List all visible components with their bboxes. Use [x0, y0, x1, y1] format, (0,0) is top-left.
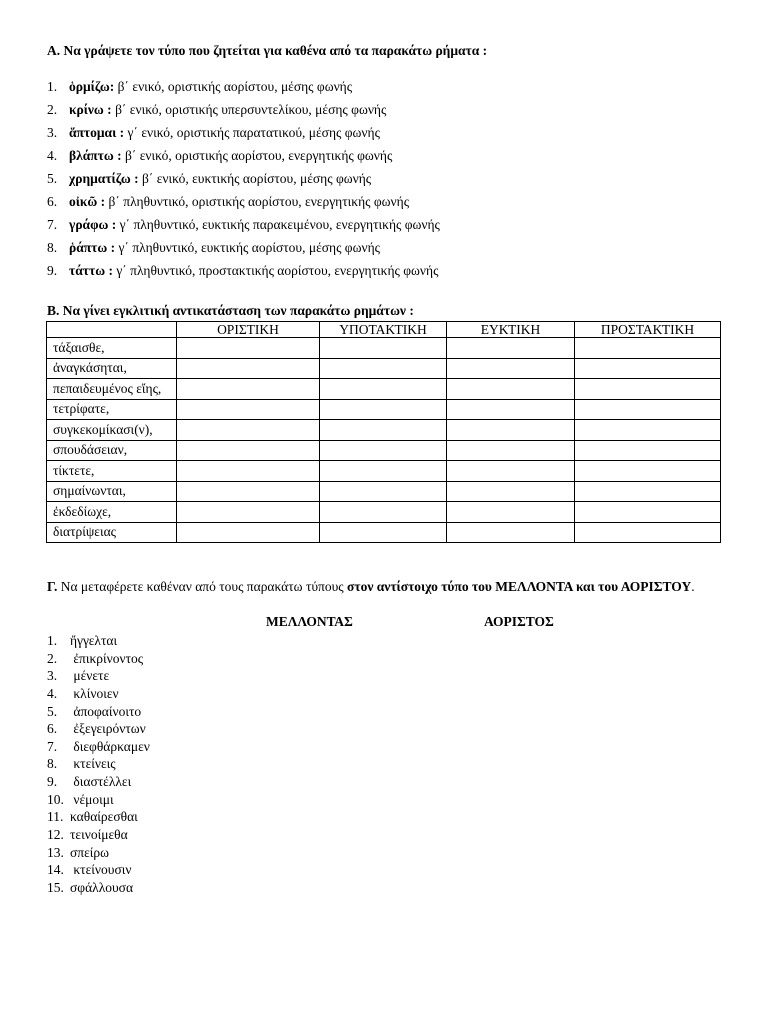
item-verb: κρίνω : — [69, 102, 112, 117]
item-number: 15. — [47, 879, 64, 895]
table-row — [47, 338, 721, 359]
verb-cell: ἐκδεδίωχε, — [47, 502, 177, 523]
table-header-row — [47, 322, 721, 338]
answer-cell[interactable] — [575, 461, 721, 482]
section-g-item — [47, 773, 150, 791]
section-a-item — [47, 121, 440, 144]
verb-cell: πεπαιδευμένος εἴης, — [47, 379, 177, 400]
item-number: 9. — [47, 263, 58, 278]
section-a-item — [47, 167, 440, 190]
item-verb: οἰκῶ : — [69, 194, 106, 209]
item-number: 1. — [47, 79, 58, 94]
verb-cell: συγκεκομίκασι(ν), — [47, 420, 177, 441]
section-g-intro — [47, 578, 697, 596]
section-g-item — [47, 720, 150, 738]
item-number: 6. — [47, 721, 58, 737]
item-word: καθαίρεσθαι — [70, 809, 138, 825]
item-word: ἀποφαίνοιτο — [70, 703, 142, 719]
answer-cell[interactable] — [575, 522, 721, 543]
table-row — [47, 358, 721, 379]
section-a-item — [47, 259, 440, 282]
answer-cell[interactable] — [575, 481, 721, 502]
item-verb: ὁρμίζω: — [69, 79, 115, 94]
item-number: 4. — [47, 148, 58, 163]
item-number: 10. — [47, 791, 64, 807]
answer-cell[interactable] — [447, 502, 575, 523]
item-word: ἐξεγειρόντων — [70, 721, 146, 737]
table-row — [47, 481, 721, 502]
section-a-heading: Α. Να γράψετε τον τύπο που ζητείται για καθένα από τα παρακάτω ρήματα : — [47, 43, 488, 58]
item-number: 3. — [47, 125, 58, 140]
section-a-list — [47, 75, 440, 282]
header-cell-imperative: ΠΡΟΣΤΑΚΤΙΚΗ — [575, 322, 721, 338]
aorist-column-header: ΑΟΡΙΣΤΟΣ — [484, 614, 554, 629]
item-number: 8. — [47, 756, 58, 772]
table-row — [47, 522, 721, 543]
item-number: 2. — [47, 650, 58, 666]
item-verb: βλάπτω : — [69, 148, 122, 163]
section-g-item — [47, 632, 150, 650]
section-g-item — [47, 861, 150, 879]
mood-conversion-table — [46, 321, 721, 543]
item-word: διεφθάρκαμεν — [70, 738, 150, 754]
item-word: διαστέλλει — [70, 774, 132, 790]
header-cell-indicative: ΟΡΙΣΤΙΚΗ — [177, 322, 320, 338]
item-number: 12. — [47, 827, 64, 843]
section-g-item — [47, 755, 150, 773]
section-g-item — [47, 667, 150, 685]
item-word: σπείρω — [70, 844, 110, 860]
item-number: 7. — [47, 217, 58, 232]
item-verb: ῥάπτω : — [69, 240, 116, 255]
section-a-item — [47, 144, 440, 167]
item-description: γ΄ πληθυντικό, ευκτικής αορίστου, μέσης φωνής — [115, 240, 380, 255]
answer-cell[interactable] — [177, 379, 320, 400]
answer-cell[interactable] — [320, 522, 447, 543]
verb-cell: σπουδάσειαν, — [47, 440, 177, 461]
item-description: β΄ πληθυντικό, οριστικής αορίστου, ενεργητικής φωνής — [105, 194, 410, 209]
answer-cell[interactable] — [177, 522, 320, 543]
verb-cell: τίκτετε, — [47, 461, 177, 482]
table-row — [47, 440, 721, 461]
answer-cell[interactable] — [320, 440, 447, 461]
answer-cell[interactable] — [320, 420, 447, 441]
item-description: β΄ ενικό, οριστικής υπερσυντελίκου, μέσης φωνής — [111, 102, 387, 117]
answer-cell[interactable] — [447, 379, 575, 400]
answer-cell[interactable] — [177, 338, 320, 359]
item-verb: χρηματίζω : — [69, 171, 139, 186]
section-g-item — [47, 808, 150, 826]
answer-cell[interactable] — [447, 522, 575, 543]
item-word: μένετε — [70, 668, 110, 684]
answer-cell[interactable] — [320, 461, 447, 482]
item-number: 4. — [47, 685, 58, 701]
section-g-item — [47, 703, 150, 721]
answer-cell[interactable] — [575, 338, 721, 359]
item-word: τεινοίμεθα — [70, 827, 128, 843]
item-description: γ΄ ενικό, οριστικής παρατατικού, μέσης φωνής — [124, 125, 380, 140]
section-a-item — [47, 75, 440, 98]
answer-cell[interactable] — [320, 481, 447, 502]
section-g-item — [47, 844, 150, 862]
item-number: 6. — [47, 194, 58, 209]
answer-cell[interactable] — [177, 502, 320, 523]
answer-cell[interactable] — [320, 399, 447, 420]
item-description: γ΄ πληθυντικό, ευκτικής παρακειμένου, ενεργητικής φωνής — [116, 217, 440, 232]
header-cell-subjunctive: ΥΠΟΤΑΚΤΙΚΗ — [320, 322, 447, 338]
verb-cell: σημαίνωνται, — [47, 481, 177, 502]
table-row — [47, 379, 721, 400]
answer-cell[interactable] — [177, 461, 320, 482]
header-cell-verb — [47, 322, 177, 338]
item-number: 2. — [47, 102, 58, 117]
verb-cell: τάξαισθε, — [47, 338, 177, 359]
answer-cell[interactable] — [177, 399, 320, 420]
item-verb: γράφω : — [69, 217, 117, 232]
section-g-list — [47, 632, 150, 897]
answer-cell[interactable] — [447, 338, 575, 359]
answer-cell[interactable] — [447, 358, 575, 379]
answer-cell[interactable] — [575, 420, 721, 441]
table-row — [47, 502, 721, 523]
answer-cell[interactable] — [447, 440, 575, 461]
section-a-item — [47, 190, 440, 213]
item-number: 8. — [47, 240, 58, 255]
table-row — [47, 399, 721, 420]
verb-cell: διατρίψειας — [47, 522, 177, 543]
section-b-heading: Β. Να γίνει εγκλιτική αντικατάσταση των παρακάτω ρημάτων : — [47, 303, 414, 318]
header-cell-optative: ΕΥΚΤΙΚΗ — [447, 322, 575, 338]
item-number: 3. — [47, 668, 58, 684]
item-number: 11. — [47, 809, 64, 825]
answer-cell[interactable] — [447, 461, 575, 482]
item-description: γ΄ πληθυντικό, προστακτικής αορίστου, ενεργητικής φωνής — [112, 263, 439, 278]
answer-cell[interactable] — [320, 338, 447, 359]
answer-cell[interactable] — [177, 481, 320, 502]
item-word: ἐπικρίνοντος — [70, 650, 144, 666]
item-verb: τάττω : — [69, 263, 113, 278]
item-word: ἤγγελται — [70, 633, 118, 648]
item-word: κτείνουσιν — [70, 862, 132, 878]
answer-cell[interactable] — [320, 379, 447, 400]
item-word: κτείνεις — [70, 756, 116, 772]
item-description: β΄ ενικό, ευκτικής αορίστου, μέσης φωνής — [138, 171, 372, 186]
item-description: β΄ ενικό, οριστικής αορίστου, μέσης φωνής — [114, 79, 353, 94]
answer-cell[interactable] — [177, 358, 320, 379]
verb-cell: τετρίφατε, — [47, 399, 177, 420]
section-g-item — [47, 650, 150, 668]
future-column-header: ΜΕΛΛΟΝΤΑΣ — [266, 614, 353, 629]
item-verb: ἅπτομαι : — [69, 125, 125, 140]
item-number: 7. — [47, 738, 58, 754]
item-number: 9. — [47, 774, 58, 790]
answer-cell[interactable] — [320, 358, 447, 379]
item-word: κλίνοιεν — [70, 685, 119, 701]
table-row — [47, 420, 721, 441]
section-g-item — [47, 738, 150, 756]
answer-cell[interactable] — [575, 399, 721, 420]
answer-cell[interactable] — [177, 440, 320, 461]
section-g-item — [47, 685, 150, 703]
item-word: σφάλλουσα — [70, 879, 134, 895]
table-row — [47, 461, 721, 482]
verb-cell: ἀναγκάσηται, — [47, 358, 177, 379]
section-g-item — [47, 791, 150, 809]
answer-cell[interactable] — [575, 502, 721, 523]
answer-cell[interactable] — [575, 440, 721, 461]
item-number: 13. — [47, 844, 64, 860]
item-word: νέμοιμι — [70, 791, 114, 807]
answer-cell[interactable] — [575, 358, 721, 379]
item-number: 1. — [47, 633, 58, 648]
section-g-item — [47, 826, 150, 844]
answer-cell[interactable] — [447, 481, 575, 502]
answer-cell[interactable] — [177, 420, 320, 441]
answer-cell[interactable] — [447, 399, 575, 420]
section-a-item — [47, 236, 440, 259]
item-number: 5. — [47, 703, 58, 719]
section-a-item — [47, 98, 440, 121]
section-g-label: Γ. — [47, 579, 58, 594]
item-description: β΄ ενικό, οριστικής αορίστου, ενεργητικής φωνής — [121, 148, 393, 163]
section-g-instruction-bold: στον αντίστοιχο τύπο του ΜΕΛΛΟΝΤΑ και του ΑΟΡΙΣΤΟΥ — [347, 579, 692, 594]
section-g-instruction: Να μεταφέρετε καθέναν από τους παρακάτω τύπους — [57, 579, 348, 594]
item-number: 14. — [47, 862, 64, 878]
section-a-item — [47, 213, 440, 236]
answer-cell[interactable] — [575, 379, 721, 400]
item-number: 5. — [47, 171, 58, 186]
answer-cell[interactable] — [320, 502, 447, 523]
section-g-item — [47, 879, 150, 897]
answer-cell[interactable] — [447, 420, 575, 441]
section-g-instruction-end: . — [691, 579, 695, 594]
